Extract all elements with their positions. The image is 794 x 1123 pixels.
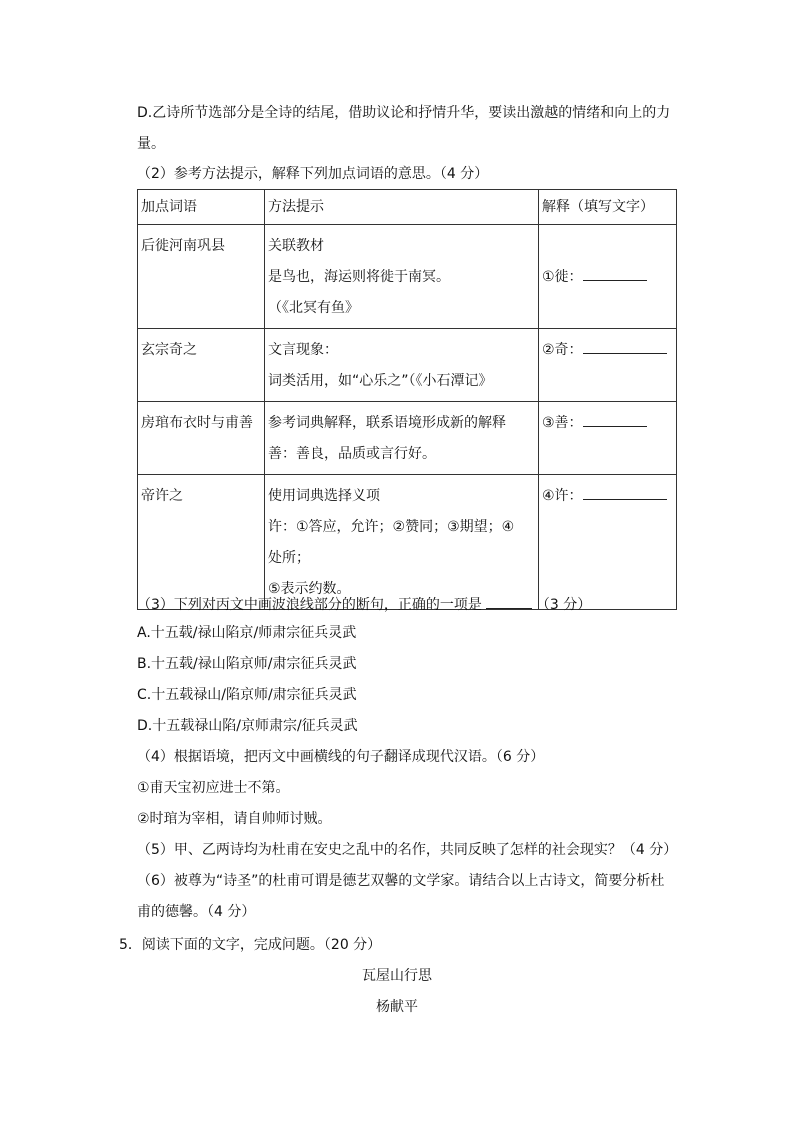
answer-label: ②奇： — [542, 342, 583, 358]
header-answer: 解释（填写文字） — [539, 190, 677, 225]
option-d-line1: D.乙诗所节选部分是全诗的结尾，借助议论和抒情升华，要读出激越的情绪和向上的力 — [137, 105, 671, 121]
answer-blank[interactable] — [583, 264, 647, 281]
hint-line: 文言现象： — [268, 342, 338, 358]
answer-blank[interactable] — [583, 483, 667, 500]
question-2-prompt: （2）参考方法提示，解释下列加点词语的意思。（4 分） — [137, 166, 489, 182]
row-hint — [265, 329, 539, 402]
row-answer — [539, 329, 677, 402]
option-d-line2: 量。 — [137, 136, 165, 152]
row-hint — [265, 475, 539, 610]
row-hint — [265, 225, 539, 329]
row-answer — [539, 225, 677, 329]
option-b: B.十五载/禄山陷京师/肃宗征兵灵武 — [137, 656, 357, 672]
header-hint: 方法提示 — [265, 190, 539, 225]
hint-line: 参考词典解释，联系语境形成新的解释 — [268, 415, 506, 431]
row-word: 房琯布衣时与甫善 — [138, 402, 265, 475]
answer-blank[interactable] — [583, 337, 667, 354]
header-word: 加点词语 — [138, 190, 265, 225]
table-row — [138, 225, 677, 329]
row-word: 帝许之 — [138, 475, 265, 610]
section-5-prompt: 5．阅读下面的文字，完成问题。（20 分） — [119, 937, 382, 953]
hint-line: 处所； — [268, 550, 310, 566]
question-6-line2: 甫的德馨。（4 分） — [137, 904, 256, 920]
table-header-row — [138, 190, 677, 225]
row-word: 玄宗奇之 — [138, 329, 265, 402]
table-row — [138, 475, 677, 610]
hint-line: 关联教材 — [268, 238, 324, 254]
article-author: 杨献平 — [376, 999, 418, 1015]
question-4-item: ②时琯为宰相，请自帅师讨贼。 — [137, 811, 332, 827]
table-row — [138, 402, 677, 475]
row-hint — [265, 402, 539, 475]
hint-line: 词类活用，如“心乐之”（《小石潭记》 — [268, 373, 493, 389]
question-4-item: ①甫天宝初应进士不第。 — [137, 780, 290, 796]
answer-label: ①徙： — [542, 269, 583, 285]
row-answer — [539, 475, 677, 610]
question-3-prompt — [137, 592, 591, 615]
hint-line: ⑤表示约数。 — [268, 581, 351, 597]
option-c: C.十五载禄山/陷京师/肃宗征兵灵武 — [137, 687, 357, 703]
answer-blank[interactable] — [583, 410, 647, 427]
question-5-prompt: （5）甲、乙两诗均为杜甫在安史之乱中的名作，共同反映了怎样的社会现实？（4 分） — [137, 842, 678, 858]
method-table — [137, 189, 677, 610]
hint-line: 许：①答应，允许；②赞同；③期望；④ — [268, 519, 515, 535]
row-word: 后徙河南巩县 — [138, 225, 265, 329]
question-4-prompt: （4）根据语境，把丙文中画横线的句子翻译成现代汉语。（6 分） — [137, 749, 545, 765]
table-row — [138, 329, 677, 402]
option-d: D.十五载禄山陷/京师肃宗/征兵灵武 — [137, 718, 358, 734]
question-3-score: （3 分） — [535, 597, 592, 613]
answer-label: ③善： — [542, 415, 583, 431]
hint-line: 善：善良，品质或言行好。 — [268, 446, 436, 462]
question-3-text: （3）下列对丙文中画波浪线部分的断句，正确的一项是 — [137, 597, 482, 613]
hint-line: （《北冥有鱼》 — [268, 300, 359, 316]
hint-line: 是鸟也，海运则将徙于南冥。 — [268, 269, 450, 285]
article-title: 瓦屋山行思 — [362, 968, 432, 984]
question-6-line1: （6）被尊为“诗圣”的杜甫可谓是德艺双馨的文学家。请结合以上古诗文，简要分析杜 — [137, 873, 665, 889]
row-answer — [539, 402, 677, 475]
answer-blank[interactable] — [486, 592, 532, 609]
answer-label: ④许： — [542, 488, 583, 504]
hint-line: 使用词典选择义项 — [268, 488, 380, 504]
option-a: A.十五载/禄山陷京/师肃宗征兵灵武 — [137, 625, 357, 641]
